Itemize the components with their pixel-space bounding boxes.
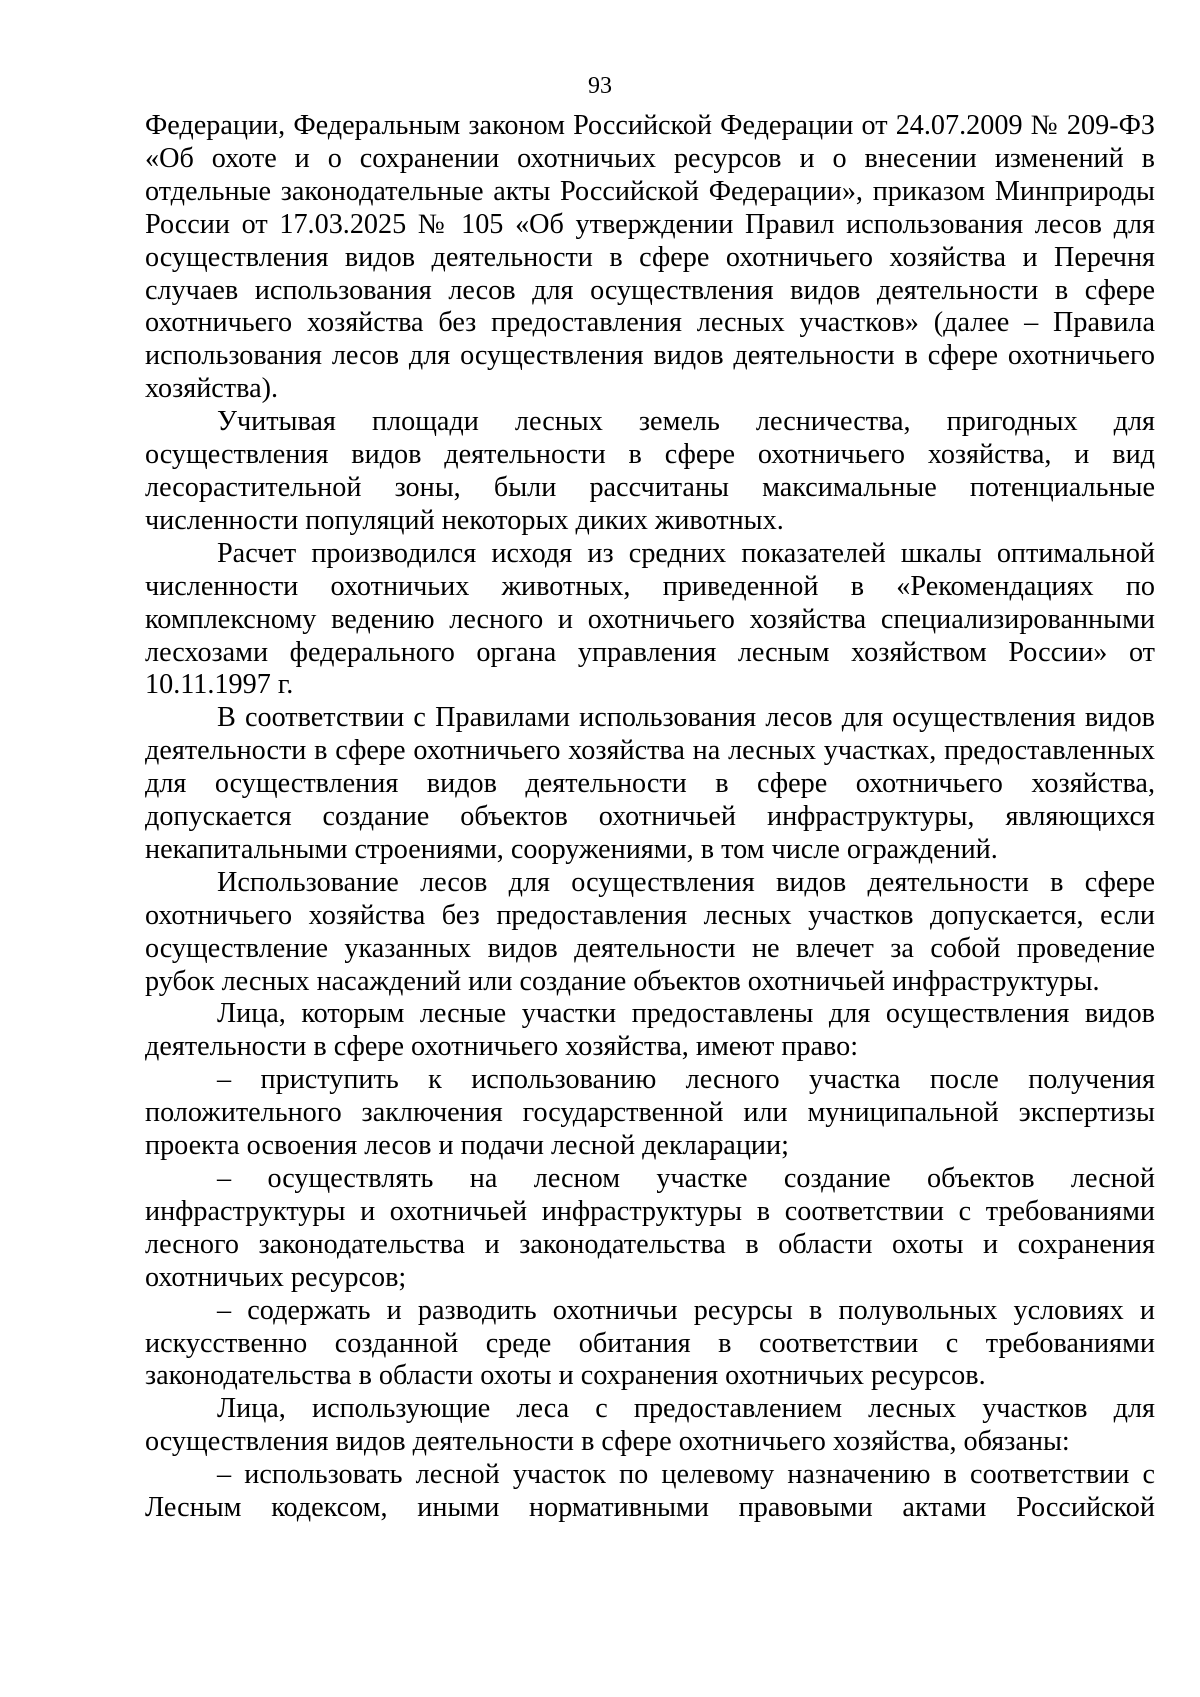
list-item-right-3: – содержать и разводить охотничьи ресурсы в полувольных условиях и искусственно созданной среде обитания в соответствии с требованиями законодательства в области охоты и сохранения охотничьих ресурсов. (145, 1294, 1155, 1392)
paragraph-obligations-intro: Лица, использующие леса с предоставлением лесных участков для осуществления видов деятельности в сфере охотничьего хозяйства, обязаны: (145, 1393, 1155, 1458)
paragraph-calculation-method: Расчет производился исходя из средних показателей шкалы оптимальной численности охотничьих животных, приведенной в «Рекомендациях по комплексному ведению лесного и охотничьего хозяйства специализированными лесхозами федерального органа управления лесным хозяйством России» от 10.11.1997 г. (145, 537, 1155, 701)
paragraph-population-calculation: Учитывая площади лесных земель лесничества, пригодных для осуществления видов деятельности в сфере охотничьего хозяйства, и вид лесорастительной зоны, были рассчитаны максимальные потенциальные численности популяций некоторых диких животных. (145, 406, 1155, 536)
paragraph-continuation: Федерации, Федеральным законом Российской Федерации от 24.07.2009 № 209-ФЗ «Об охоте и о сохранении охотничьих ресурсов и о внесении изменений в отдельные законодательные акты Российской Федерации», приказом Минприроды России от 17.03.2025 № 105 «Об утверждении Правил использования лесов для осуществления видов деятельности в сфере охотничьего хозяйства и Перечня случаев использования лесов для осуществления видов деятельности в сфере охотничьего хозяйства без предоставления лесных участков» (далее – Правила использования лесов для осуществления видов деятельности в сфере охотничьего хозяйства). (145, 110, 1155, 405)
paragraph-use-without-plots: Использование лесов для осуществления видов деятельности в сфере охотничьего хозяйства без предоставления лесных участков допускается, если осуществление указанных видов деятельности не влечет за собой проведение рубок лесных насаждений или создание объектов охотничьей инфраструктуры. (145, 866, 1155, 997)
paragraph-infrastructure-rules: В соответствии с Правилами использования лесов для осуществления видов деятельности в сфере охотничьего хозяйства на лесных участках, предоставленных для осуществления видов деятельности в сфере охотничьего хозяйства, допускается создание объектов охотничьей инфраструктуры, являющихся некапитальными строениями, сооружениями, в том числе ограждений. (145, 702, 1155, 865)
document-body (145, 110, 1155, 1525)
paragraph-rights-intro: Лица, которым лесные участки предоставлены для осуществления видов деятельности в сфере охотничьего хозяйства, имеют право: (145, 998, 1155, 1063)
list-item-right-2: – осуществлять на лесном участке создание объектов лесной инфраструктуры и охотничьей инфраструктуры в соответствии с требованиями лесного законодательства и законодательства в области охоты и сохранения охотничьих ресурсов; (145, 1163, 1155, 1293)
list-item-obligation-1: – использовать лесной участок по целевому назначению в соответствии с Лесным кодексом, иными нормативными правовыми актами Российской (145, 1459, 1155, 1524)
page-number: 93 (588, 73, 612, 99)
list-item-right-1: – приступить к использованию лесного участка после получения положительного заключения государственной или муниципальной экспертизы проекта освоения лесов и подачи лесной декларации; (145, 1064, 1155, 1162)
